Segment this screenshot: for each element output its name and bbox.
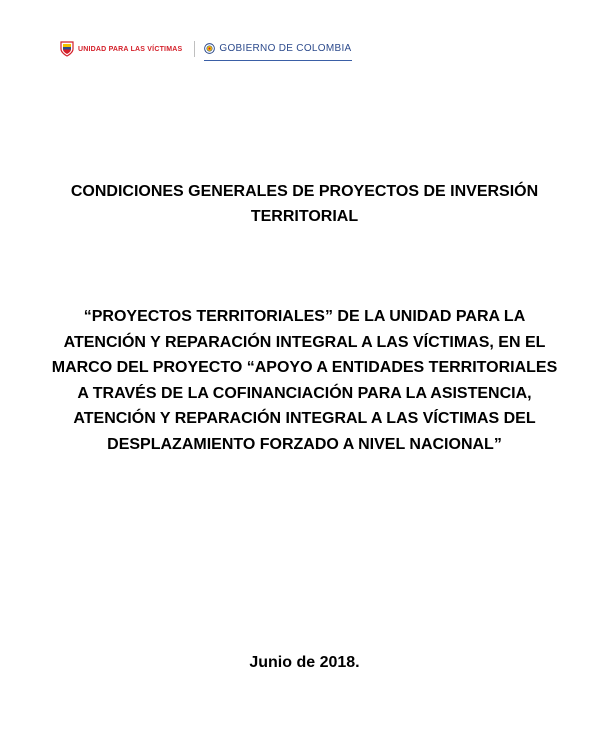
title-line-2: TERRITORIAL xyxy=(250,208,359,225)
subtitle-line-4: A TRAVÉS DE LA COFINANCIACIÓN PARA LA ASISTENCIA, xyxy=(77,384,532,402)
document-date: Junio de 2018. xyxy=(249,654,360,671)
subtitle-line-6: DESPLAZAMIENTO FORZADO A NIVEL NACIONAL” xyxy=(107,435,502,453)
subtitle-line-5: ATENCIÓN Y REPARACIÓN INTEGRAL A LAS VÍCTIMAS DEL xyxy=(73,410,536,427)
colombia-shield-icon xyxy=(60,41,74,57)
unidad-victimas-logo-text: UNIDAD PARA LAS VÍCTIMAS xyxy=(78,45,183,53)
unidad-victimas-logo xyxy=(60,38,182,60)
subtitle-line-1: “PROYECTOS TERRITORIALES” DE LA UNIDAD PARA LA xyxy=(83,308,526,325)
gobierno-colombia-logo-text: GOBIERNO DE COLOMBIA xyxy=(219,43,352,54)
page-header xyxy=(60,38,352,60)
document-title xyxy=(40,179,569,229)
logo-divider xyxy=(194,41,195,57)
subtitle-line-2: ATENCIÓN Y REPARACIÓN INTEGRAL A LAS VÍCTIMAS, EN EL xyxy=(63,333,546,351)
subtitle-line-3: MARCO DEL PROYECTO “APOYO A ENTIDADES TERRITORIALES xyxy=(51,359,558,376)
gobierno-seal-icon xyxy=(204,43,215,54)
gobierno-colombia-logo xyxy=(204,38,351,61)
document-subtitle xyxy=(40,304,569,457)
title-line-1: CONDICIONES GENERALES DE PROYECTOS DE INVERSIÓN xyxy=(70,183,539,200)
